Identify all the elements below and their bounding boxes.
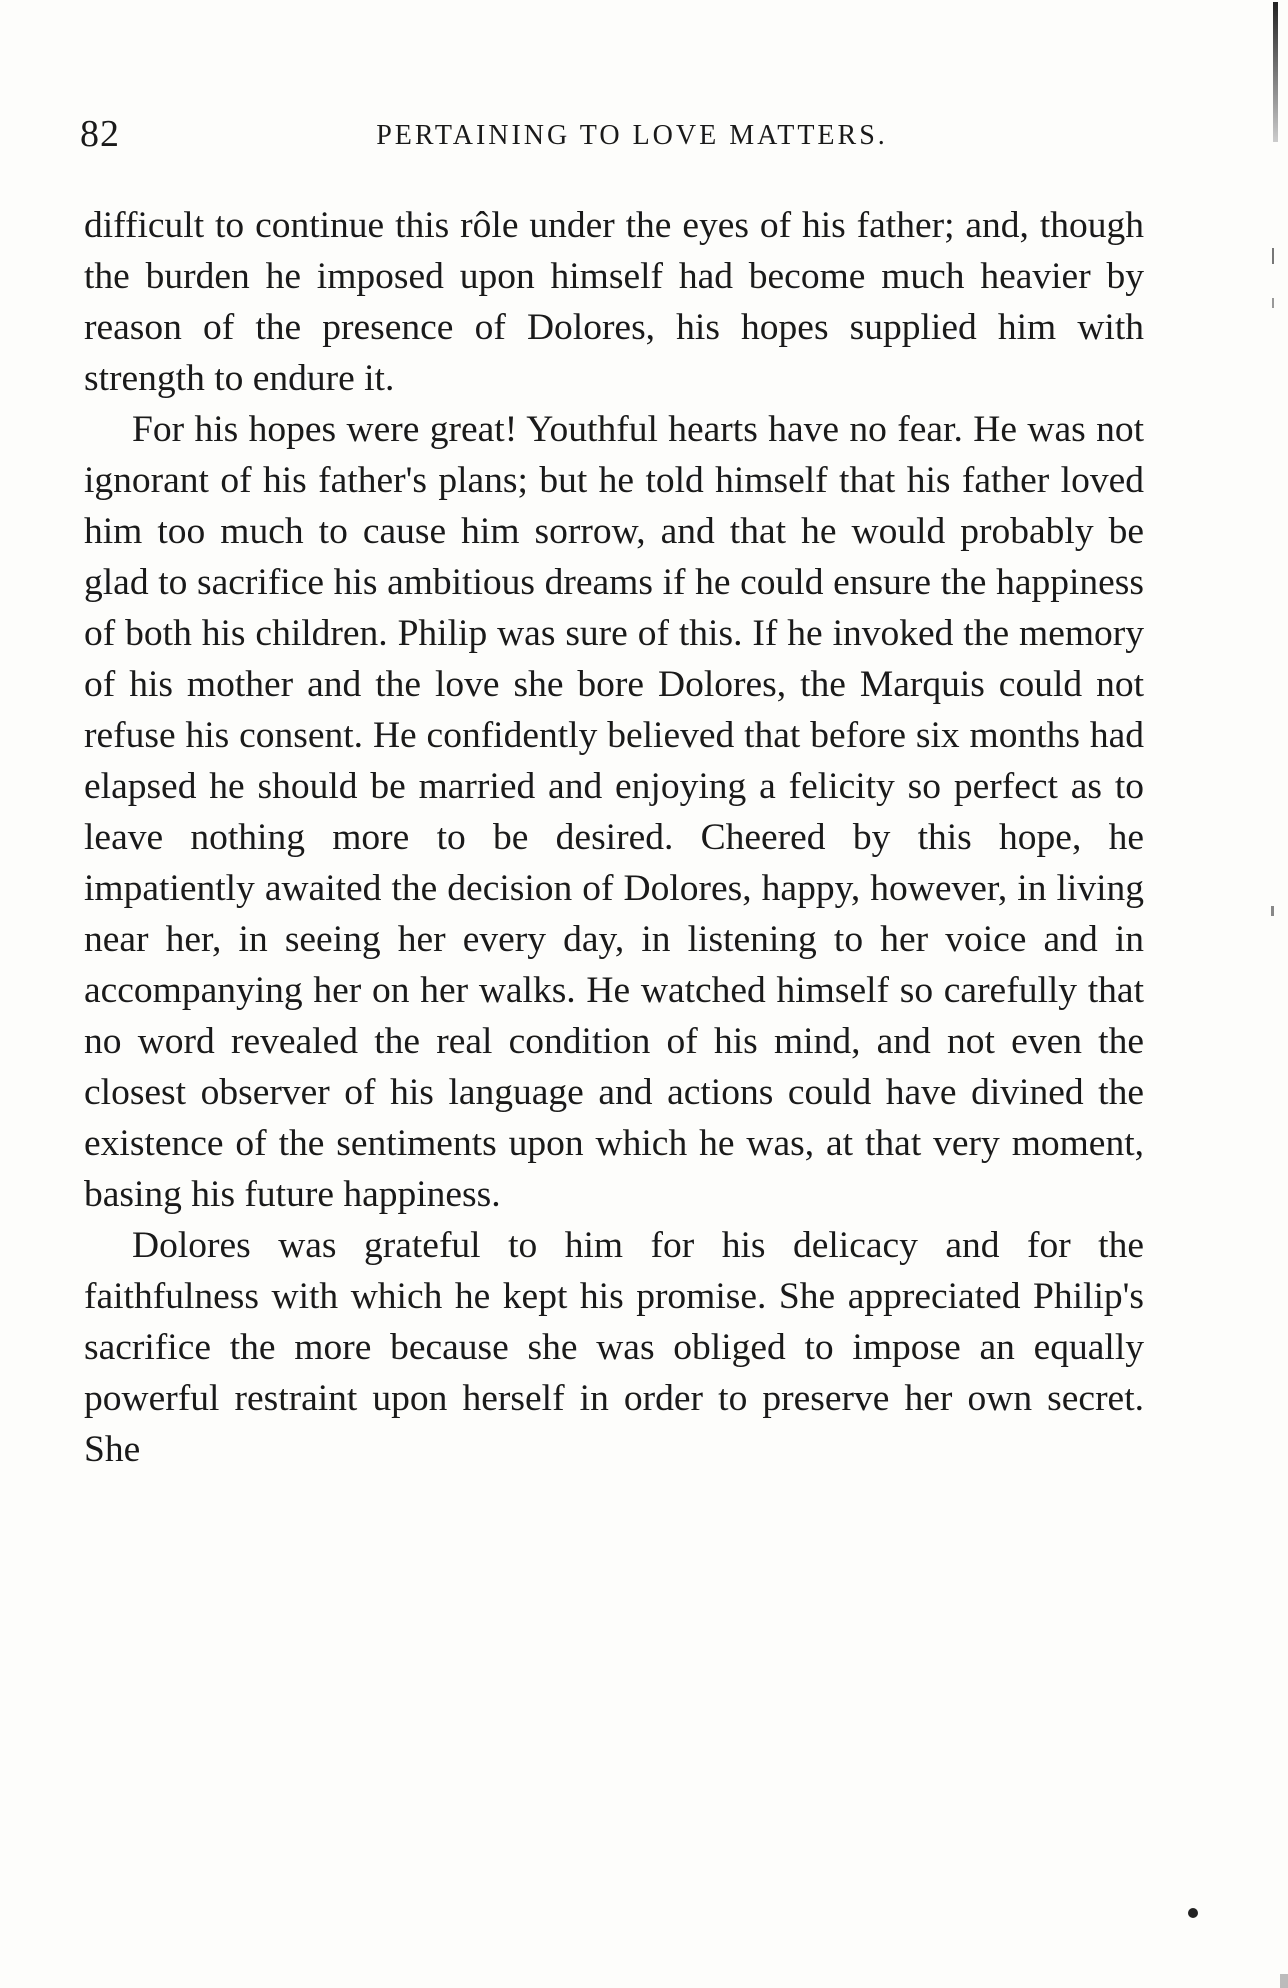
paragraph: difficult to continue this rôle under the eyes of his father; and, though the burden he imposed upon himself had become much heavier by reason of the presence of Dolores, his hopes supplied him with strength to endure it. [84, 205, 1144, 399]
ink-spot [1188, 1908, 1198, 1918]
page-edge-mark [1272, 298, 1274, 308]
page-corner-mark [1280, 1974, 1288, 1988]
page-header [80, 112, 1144, 172]
page-edge-mark [1271, 906, 1274, 916]
page-edge-mark [1273, 2, 1278, 142]
page-number: 82 [80, 113, 120, 155]
paragraph: Dolores was grateful to him for his delicacy and for the faithfulness with which he kept his promise. She appreciated Philip's sacrifice the more because she was obliged to impose an equally powerful restraint upon herself in order to preserve her own secret. She [84, 1225, 1144, 1470]
paragraph: For his hopes were great! Youthful hearts have no fear. He was not ignorant of his father's plans; but he told himself that his father loved him too much to cause him sorrow, and that he would probably be glad to sacrifice his ambitious dreams if he could ensure the happiness of both his children. Philip was sure of this. If he invoked the memory of his mother and the love she bore Dolores, the Marquis could not refuse his consent. He confidently believed that before six months had elapsed he should be married and enjoying a felicity so perfect as to leave nothing more to be desired. Cheered by this hope, he impatiently awaited the decision of Dolores, happy, however, in living near her, in seeing her every day, in listening to her voice and in accompanying her on her walks. He watched himself so carefully that no word revealed the real condition of his mind, and not even the closest observer of his language and actions could have divined the existence of the sentiments upon which he was, at that very moment, basing his future happiness. [84, 409, 1144, 1215]
body-text [84, 200, 1144, 1475]
running-head: PERTAINING TO LOVE MATTERS. [376, 120, 888, 151]
page-edge-mark [1272, 248, 1274, 264]
